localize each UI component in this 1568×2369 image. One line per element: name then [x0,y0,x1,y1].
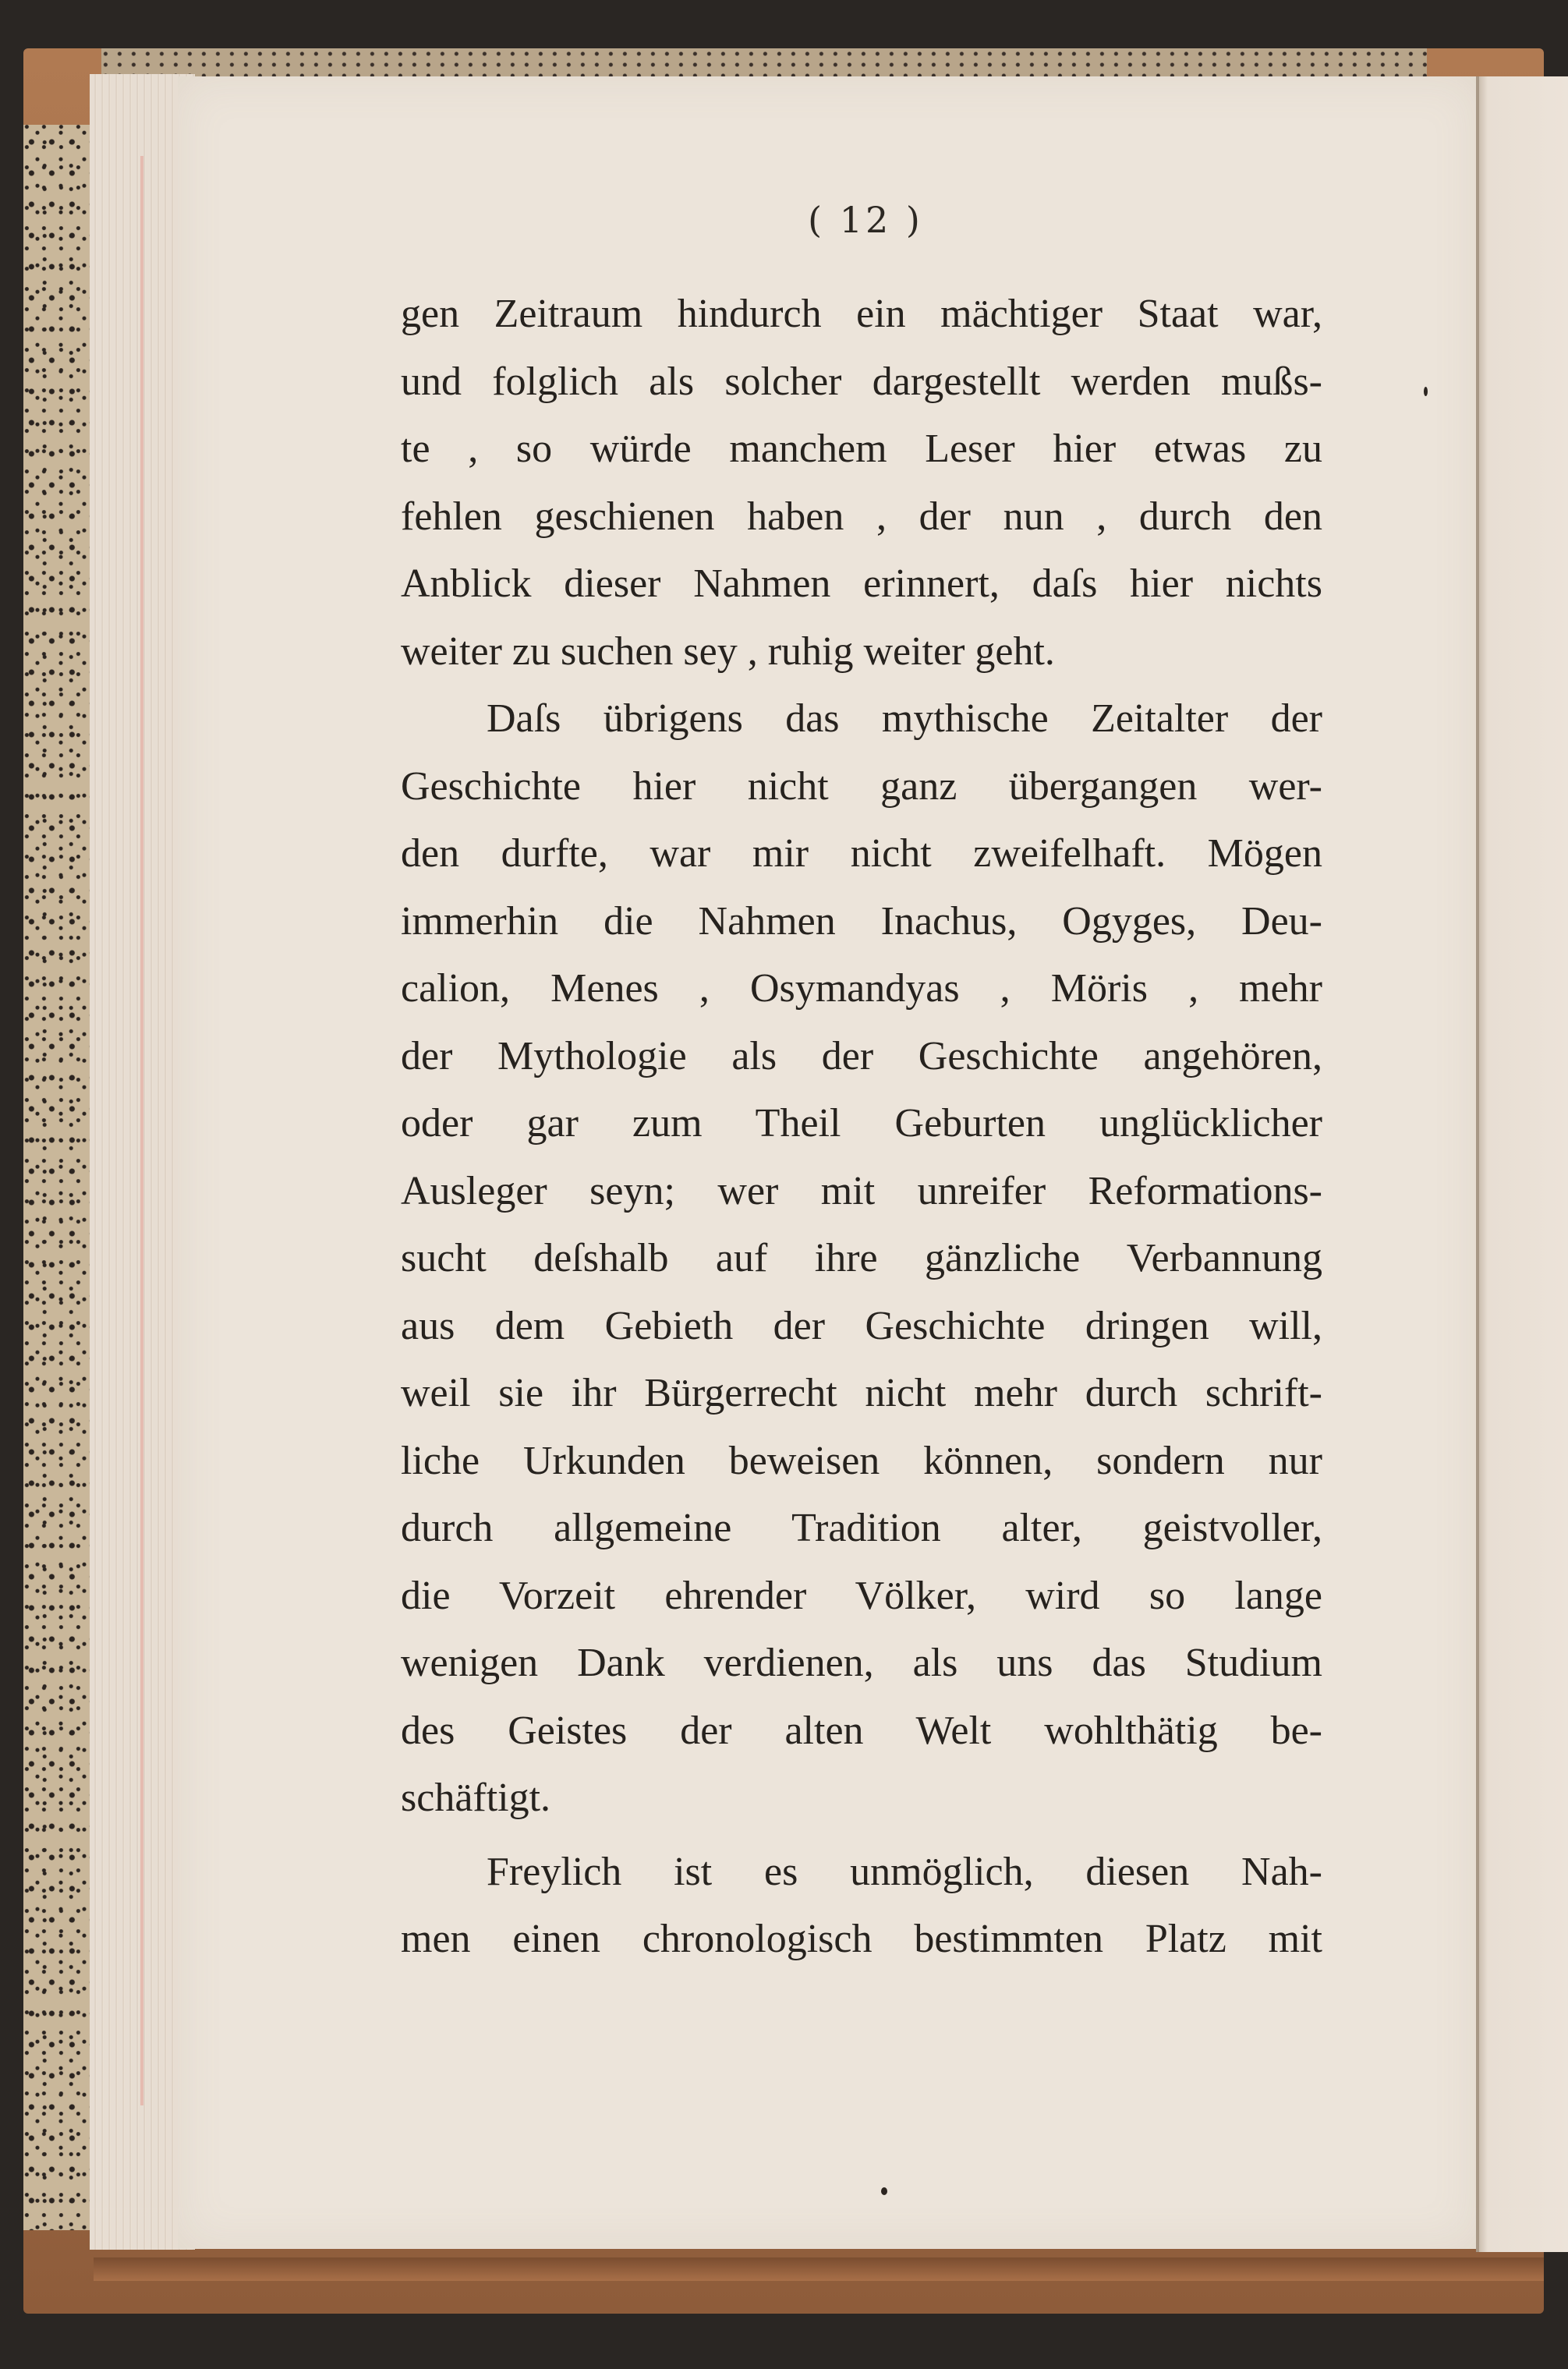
text-line: gen Zeitraum hindurch ein mächtiger Staat war, [401,292,1322,336]
text-line: liche Urkunden beweisen können, sondern nur [401,1438,1322,1483]
text-line: die Vorzeit ehrender Völker, wird so lange [401,1573,1322,1618]
text-line: oder gar zum Theil Geburten unglücklicher [401,1101,1322,1146]
facing-page [1478,76,1568,2252]
text-line: aus dem Gebieth der Geschichte dringen will, [401,1303,1322,1348]
text-line: Anblick dieser Nahmen erinnert, daſs hier nichts [401,561,1322,606]
page-leaves-tint [140,156,143,2105]
text-line: men einen chronologisch bestimmten Platz mit [401,1917,1322,1961]
paper-speck [1424,387,1428,396]
text-line: fehlen geschienen haben , der nun , durch den [401,494,1322,539]
text-line: Ausleger seyn; wer mit unreifer Reformations- [401,1168,1322,1213]
text-line: den durfte, war mir nicht zweifelhaft. Mögen [401,831,1322,876]
text-line: des Geistes der alten Welt wohlthätig be- [401,1708,1322,1753]
text-line: schäftigt. [401,1776,551,1820]
paragraph-3 [401,1839,1322,1974]
text-line: wenigen Dank verdienen, als uns das Studium [401,1641,1322,1685]
top-edge [101,48,1427,78]
text-line: weil sie ihr Bürgerrecht nicht mehr durch schrift- [401,1371,1322,1415]
text-line: te , so würde manchem Leser hier etwas zu [401,427,1322,471]
text-line: sucht deſshalb auf ihre gänzliche Verbannung [401,1236,1322,1280]
text-line: Geschichte hier nicht ganz übergangen wer- [401,763,1322,809]
text-line: Daſs übrigens das mythische Zeitalter der [487,696,1322,741]
text-line: immerhin die Nahmen Inachus, Ogyges, Deu- [401,898,1322,944]
text-line: Freylich ist es unmöglich, diesen Nah- [487,1849,1322,1894]
text-line: durch allgemeine Tradition alter, geistvoller, [401,1506,1322,1550]
page-text [401,281,1322,1974]
text-line: calion, Menes , Osymandyas , Möris , mehr [401,966,1322,1011]
paragraph-gap [401,1833,1322,1839]
paragraph-1 [401,281,1322,685]
page-number: ( 12 ) [808,199,923,241]
gutter [1476,76,1479,2252]
paper-speck [881,2187,887,2195]
text-line: und folglich als solcher dargestellt werden mußs- [401,359,1322,404]
text-line: weiter zu suchen sey , ruhig weiter geht. [401,629,1055,674]
bottom-edge [94,2257,1544,2281]
text-line: der Mythologie als der Geschichte angehören, [401,1033,1322,1078]
paragraph-2 [401,685,1322,1833]
